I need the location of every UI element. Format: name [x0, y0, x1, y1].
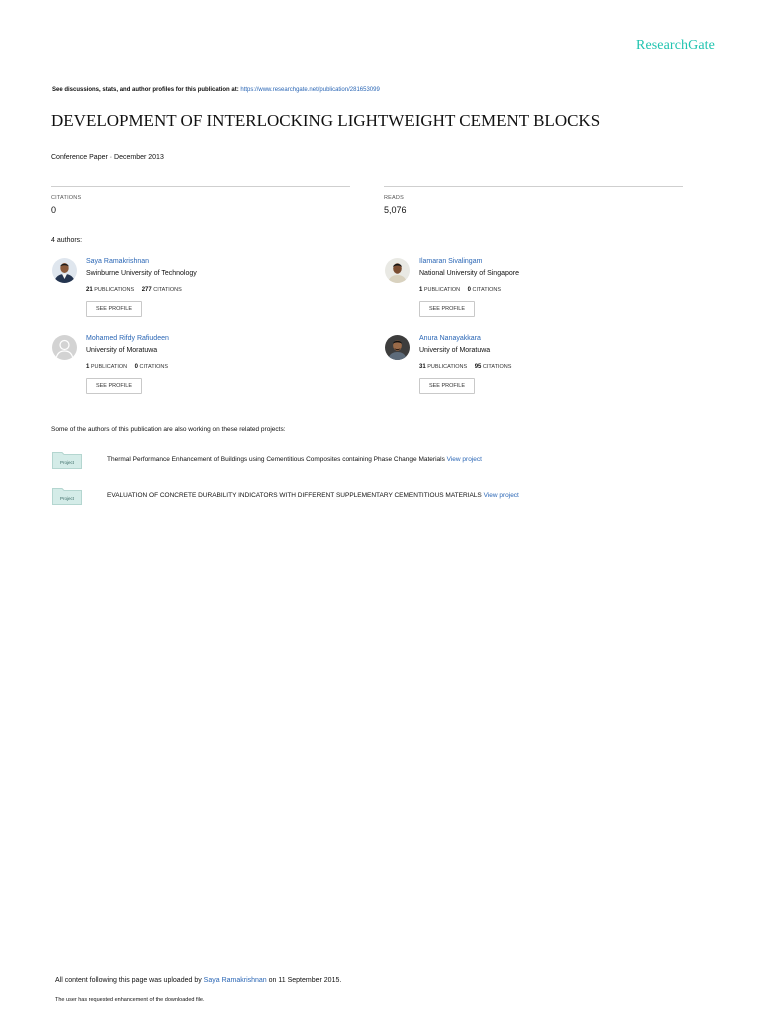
project-icon-label: Project	[59, 460, 75, 465]
author-card	[52, 258, 352, 323]
discussion-line	[52, 87, 380, 93]
authors-heading: 4 authors:	[51, 237, 83, 244]
citation-count: 0	[467, 287, 472, 293]
publication-count: 21	[86, 287, 93, 293]
researchgate-logo[interactable]: ResearchGate	[636, 38, 715, 53]
citation-count: 0	[134, 364, 139, 370]
project-text	[107, 456, 482, 463]
publication-label: PUBLICATIONS	[94, 287, 135, 293]
author-name[interactable]: Anura Nanayakkara	[419, 335, 481, 342]
citations-divider	[51, 186, 350, 187]
author-name[interactable]: Saya Ramakrishnan	[86, 258, 150, 265]
author-institution: University of Moratuwa	[86, 347, 158, 354]
view-project-link[interactable]: View project	[483, 492, 519, 499]
citation-label: CITATIONS	[472, 287, 502, 293]
publication-url-link[interactable]: https://www.researchgate.net/publication/281653099	[240, 87, 380, 93]
author-institution: University of Moratuwa	[419, 347, 491, 354]
publication-label: PUBLICATIONS	[427, 364, 468, 370]
project-title: Thermal Performance Enhancement of Buildings using Cementitious Composites containing Phase Change Materials	[107, 456, 445, 463]
author-card	[385, 335, 685, 400]
citation-count: 95	[474, 364, 482, 370]
projects-heading: Some of the authors of this publication are also working on these related projects:	[51, 426, 286, 433]
reads-value: 5,076	[384, 205, 407, 215]
author-institution: National University of Singapore	[419, 270, 519, 277]
author-name[interactable]: Mohamed Rifdy Rafiudeen	[86, 335, 169, 342]
upload-note	[55, 977, 341, 984]
citation-count: 277	[141, 287, 152, 293]
upload-prefix: All content following this page was uploaded by	[55, 977, 202, 984]
author-stats	[419, 287, 501, 293]
see-profile-button[interactable]: SEE PROFILE	[86, 301, 142, 317]
project-folder-icon	[52, 451, 82, 469]
publication-count: 1	[86, 364, 90, 370]
author-stats	[86, 364, 168, 370]
default-avatar-icon[interactable]	[52, 335, 77, 360]
avatar[interactable]	[385, 258, 410, 283]
publication-title: DEVELOPMENT OF INTERLOCKING LIGHTWEIGHT CEMENT BLOCKS	[51, 111, 601, 130]
citations-label: CITATIONS	[51, 195, 82, 201]
project-icon-label: Project	[59, 496, 75, 501]
publication-meta: Conference Paper · December 2013	[51, 154, 164, 161]
publication-label: PUBLICATION	[90, 364, 128, 370]
project-text	[107, 492, 519, 499]
publication-label: PUBLICATION	[423, 287, 461, 293]
project-folder-icon	[52, 487, 82, 505]
project-item	[52, 487, 712, 511]
discussion-prefix: See discussions, stats, and author profiles for this publication at:	[52, 87, 239, 93]
publication-count: 1	[419, 287, 423, 293]
see-profile-button[interactable]: SEE PROFILE	[419, 378, 475, 394]
author-card	[385, 258, 685, 323]
citations-value: 0	[51, 205, 57, 215]
citation-label: CITATIONS	[153, 287, 182, 293]
publication-count: 31	[419, 364, 426, 370]
uploader-link[interactable]: Saya Ramakrishnan	[203, 977, 267, 984]
see-profile-button[interactable]: SEE PROFILE	[419, 301, 475, 317]
avatar[interactable]	[385, 335, 410, 360]
author-card	[52, 335, 352, 400]
project-title: EVALUATION OF CONCRETE DURABILITY INDICATORS WITH DIFFERENT SUPPLEMENTARY CEMENTITIOUS MATERIALS	[107, 492, 482, 499]
author-stats	[86, 287, 182, 293]
avatar[interactable]	[52, 258, 77, 283]
reads-divider	[384, 186, 683, 187]
author-institution: Swinburne University of Technology	[86, 270, 197, 277]
author-name[interactable]: Ilamaran Sivalingam	[419, 258, 483, 265]
reads-label: READS	[384, 195, 404, 201]
see-profile-button[interactable]: SEE PROFILE	[86, 378, 142, 394]
enhancement-note: The user has requested enhancement of the downloaded file.	[55, 997, 205, 1003]
citation-label: CITATIONS	[482, 364, 512, 370]
citation-label: CITATIONS	[139, 364, 169, 370]
upload-suffix: on 11 September 2015.	[268, 977, 342, 984]
view-project-link[interactable]: View project	[446, 456, 482, 463]
author-stats	[419, 364, 511, 370]
project-item	[52, 451, 712, 475]
